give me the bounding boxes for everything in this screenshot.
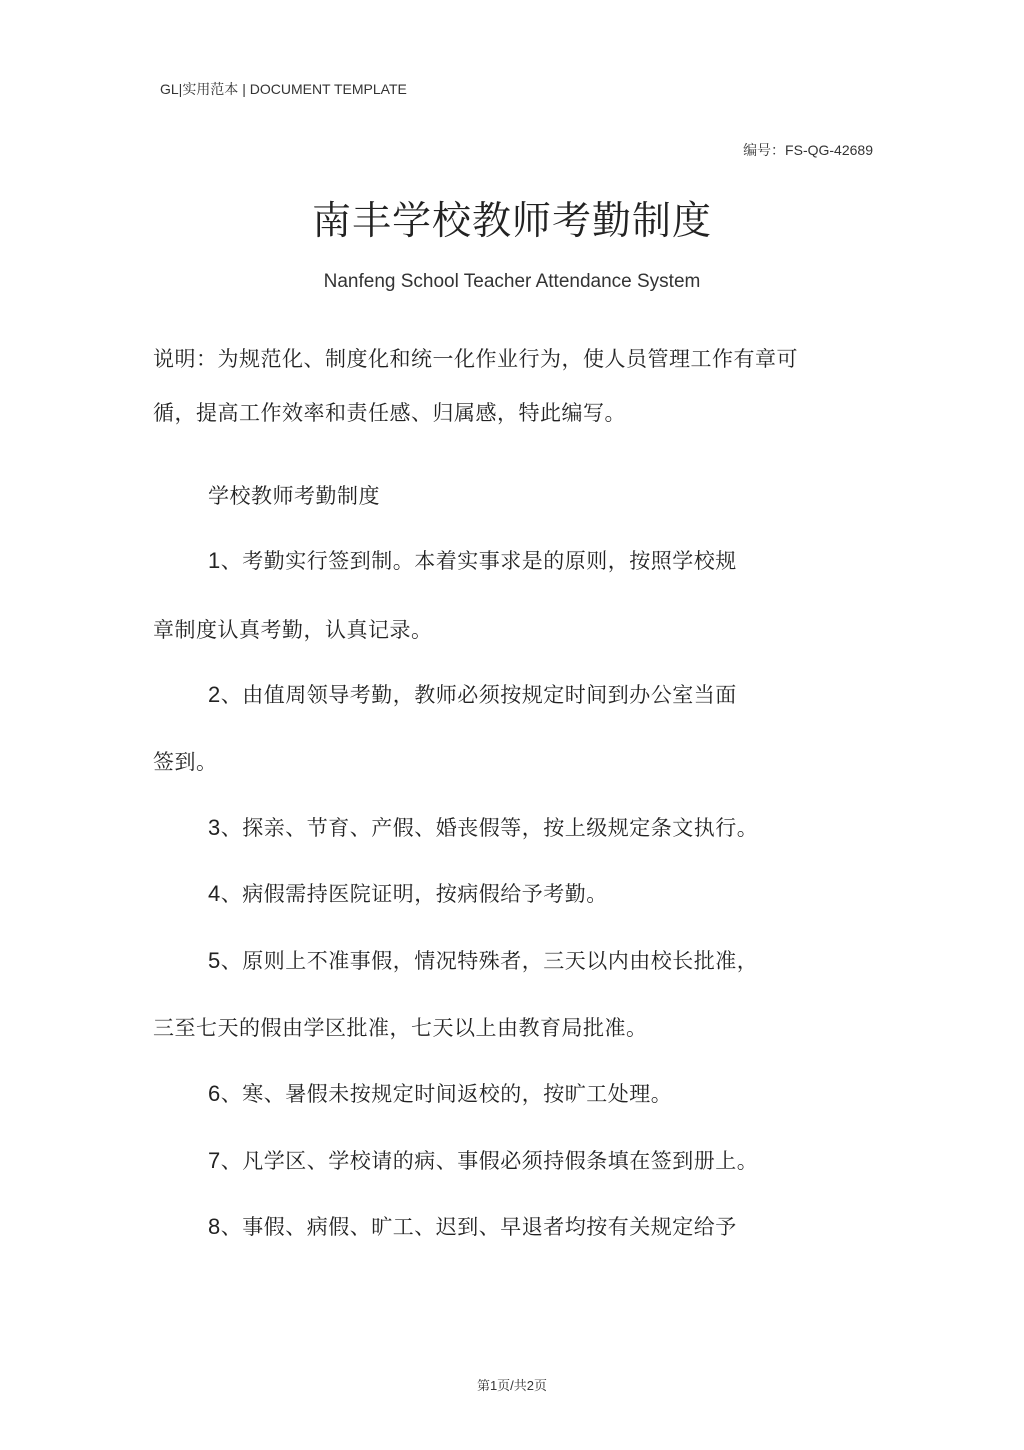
document-subtitle: Nanfeng School Teacher Attendance System bbox=[323, 271, 701, 292]
item-text: 、原则上不准事假，情况特殊者，三天以内由校长批准， bbox=[220, 949, 759, 973]
item-number: 3 bbox=[208, 815, 221, 840]
list-item-1 bbox=[208, 545, 737, 575]
item-number: 5 bbox=[208, 948, 221, 973]
item-text: 、考勤实行签到制。本着实事求是的原则，按照学校规 bbox=[220, 549, 737, 573]
item-text: 、事假、病假、旷工、迟到、早退者均按有关规定给予 bbox=[220, 1215, 737, 1239]
list-item-8 bbox=[208, 1211, 737, 1241]
list-item-2-continuation: 签到。 bbox=[153, 750, 218, 774]
section-heading: 学校教师考勤制度 bbox=[208, 484, 380, 508]
item-text: 、由值周领导考勤，教师必须按规定时间到办公室当面 bbox=[220, 683, 737, 707]
list-item-6 bbox=[208, 1078, 672, 1108]
item-text: 、寒、暑假未按规定时间返校的，按旷工处理。 bbox=[220, 1082, 673, 1106]
item-text: 、病假需持医院证明，按病假给予考勤。 bbox=[220, 882, 608, 906]
document-number: 编号：FS-QG-42689 bbox=[743, 142, 873, 158]
list-item-1-continuation: 章制度认真考勤，认真记录。 bbox=[153, 618, 433, 642]
item-number: 7 bbox=[208, 1148, 221, 1173]
list-item-5-continuation: 三至七天的假由学区批准，七天以上由教育局批准。 bbox=[153, 1016, 648, 1040]
item-number: 8 bbox=[208, 1214, 221, 1239]
list-item-2 bbox=[208, 679, 737, 709]
intro-line-1: 说明：为规范化、制度化和统一化作业行为，使人员管理工作有章可 bbox=[153, 347, 798, 371]
list-item-3 bbox=[208, 812, 758, 842]
list-item-5 bbox=[208, 945, 758, 975]
item-number: 1 bbox=[208, 548, 221, 573]
document-header-label: GL|实用范本 | DOCUMENT TEMPLATE bbox=[160, 81, 407, 97]
list-item-7 bbox=[208, 1145, 758, 1175]
page-footer: 第1页/共2页 bbox=[476, 1378, 548, 1393]
item-number: 2 bbox=[208, 682, 221, 707]
list-item-4 bbox=[208, 878, 608, 908]
item-text: 、凡学区、学校请的病、事假必须持假条填在签到册上。 bbox=[220, 1149, 759, 1173]
intro-line-2: 循，提高工作效率和责任感、归属感，特此编写。 bbox=[153, 401, 626, 425]
document-title: 南丰学校教师考勤制度 bbox=[311, 199, 712, 244]
item-number: 4 bbox=[208, 881, 221, 906]
item-number: 6 bbox=[208, 1081, 221, 1106]
item-text: 、探亲、节育、产假、婚丧假等，按上级规定条文执行。 bbox=[220, 816, 759, 840]
